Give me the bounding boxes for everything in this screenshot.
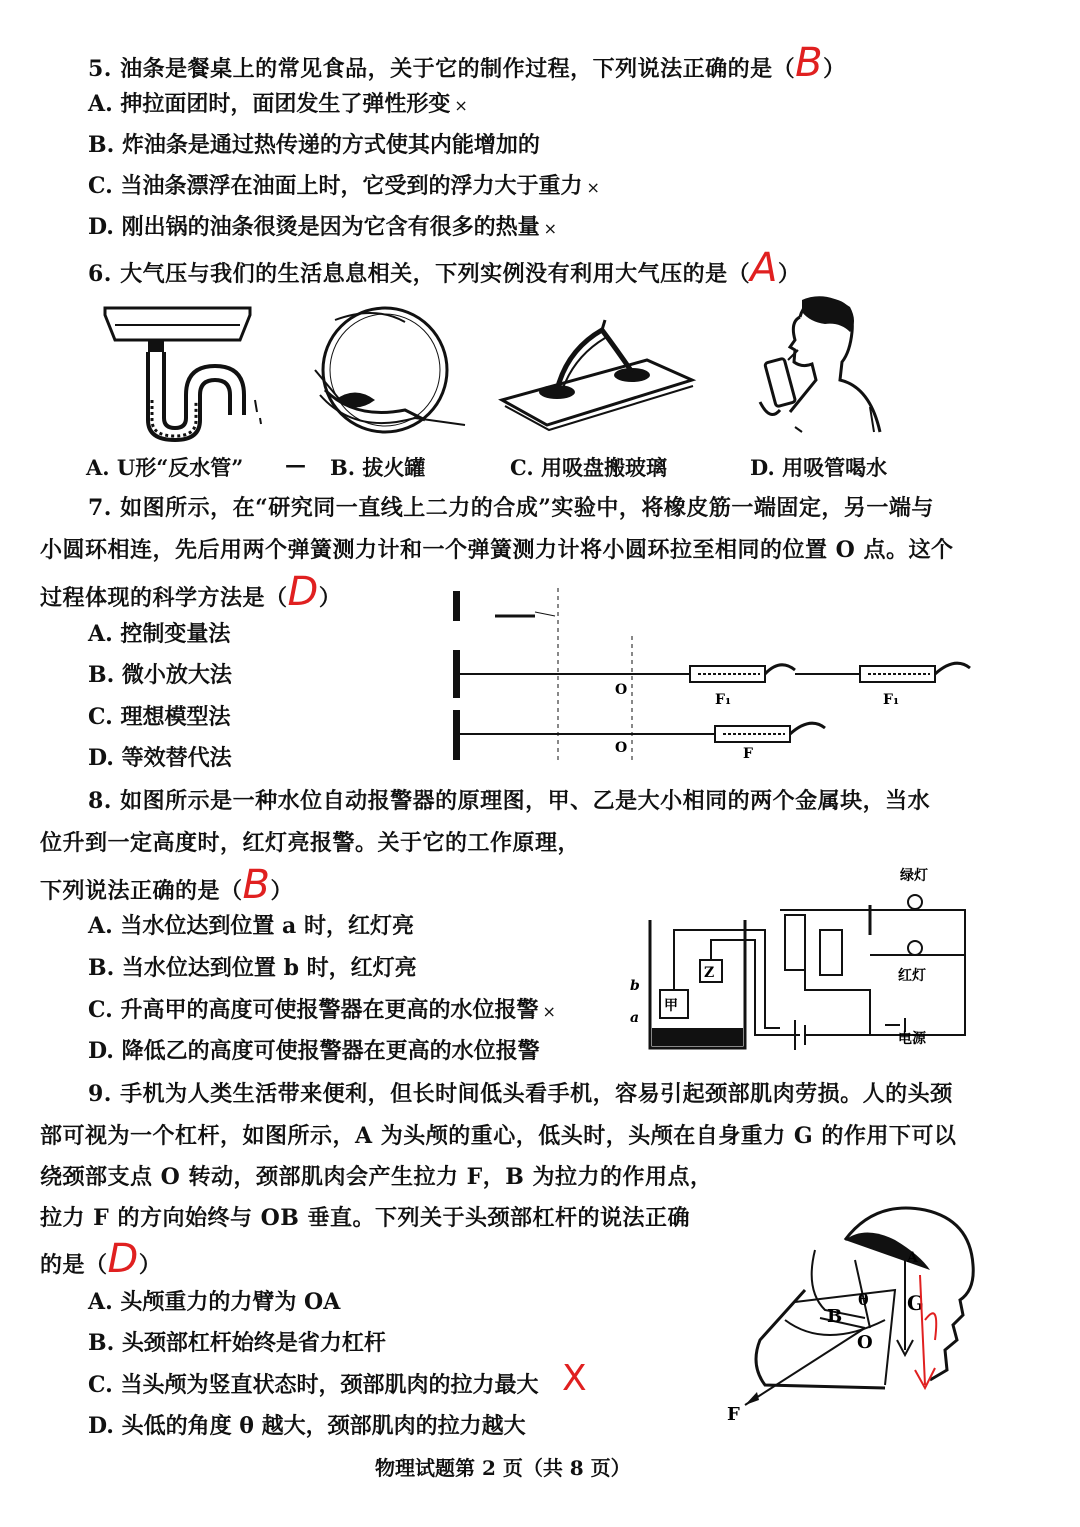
q5-stem [88,40,846,86]
q6-figure-u-pipe [100,300,270,460]
q5-close: ） [823,56,846,82]
q7-option-a: A. 控制变量法 [88,621,231,647]
q7-option-c: C. 理想模型法 [88,704,231,730]
q8-answer: B [242,862,271,908]
q9-stem-line2: 部可视为一个杠杆，如图所示，A 为头颅的重心，低头时，头颅在自身重力 G 的作用下可以 [40,1123,957,1149]
q6-caption-a: A. U形“反水管” [86,455,244,480]
q6-caption-dash: — [285,452,306,477]
q9-label-a: A [907,1250,918,1266]
q8-option-d: D. 降低乙的高度可使报警器在更高的水位报警 [88,1038,540,1064]
q7-option-b: B. 微小放大法 [88,662,232,688]
page-footer: 物理试题第 2 页（共 8 页） [375,1456,631,1480]
q8-label-red: 红灯 [898,968,926,984]
q9-label-g: G [907,1291,925,1315]
q8-stem-line3: 下列说法正确的是（B） [40,862,293,908]
q8-label-b: b [630,978,640,994]
q8-option-a: A. 当水位达到位置 a 时，红灯亮 [88,913,414,939]
q8-stem-line2: 位升到一定高度时，红灯亮报警。关于它的工作原理， [40,830,581,856]
q5-option-c: C. 当油条漂浮在油面上时，它受到的浮力大于重力 × [88,173,600,199]
q6-figure-drinking-straw [750,292,890,442]
q9-option-c: C. 当头颅为竖直状态时，颈部肌肉的拉力最大 [88,1372,539,1398]
q7-figure-force-composition [450,588,990,768]
q8-figure-water-alarm [630,860,970,1060]
q9-stem-line3: 绕颈部支点 O 转动，颈部肌肉会产生拉力 F，B 为拉力的作用点， [40,1164,713,1190]
q8-option-b: B. 当水位达到位置 b 时，红灯亮 [88,955,417,981]
q9-stem-line5: 的是（D） [40,1236,162,1282]
q8-label-yi: Z [704,965,715,981]
q6-figure-cupping [295,300,465,460]
q8-label-a: a [630,1010,640,1026]
q9-answer: D [107,1236,139,1282]
q7-stem-line3: 过程体现的科学方法是（D） [40,569,342,615]
q7-stem-line2: 小圆环相连，先后用两个弹簧测力计和一个弹簧测力计将小圆环拉至相同的位置 O 点。这个 [40,537,954,563]
q8-option-c: C. 升高甲的高度可使报警器在更高的水位报警 × [88,997,556,1023]
q9-label-f: F [727,1404,740,1425]
q6-stem: 6. 大气压与我们的生活息息相关，下列实例没有利用大气压的是（A） [88,245,801,291]
q7-answer: D [287,569,319,615]
q9-figure-head-lever [725,1200,985,1430]
q8-label-green: 绿灯 [900,868,928,884]
q8-label-jia: 甲 [664,998,678,1014]
q5-option-a: A. 抻拉面团时，面团发生了弹性形变 × [88,91,468,117]
q9-option-d: D. 头低的角度 θ 越大，颈部肌肉的拉力越大 [88,1413,526,1439]
q7-option-d: D. 等效替代法 [88,745,232,771]
q9-option-c-wrong-mark: X [562,1358,587,1399]
q9-option-a: A. 头颅重力的力臂为 OA [88,1289,341,1315]
q5-stem-text: 5. 油条是餐桌上的常见食品，关于它的制作过程，下列说法正确的是（ [88,56,796,82]
q9-label-theta: θ [858,1290,869,1309]
q9-label-o: O [857,1332,873,1353]
q8-label-power: 电源 [898,1031,926,1047]
q7-stem-line1: 7. 如图所示，在“研究同一直线上二力的合成”实验中，将橡皮筋一端固定，另一端与 [88,495,934,521]
q6-caption-d: D. 用吸管喝水 [750,455,888,480]
q6-answer: A [750,245,779,291]
q7-label-o1: O [615,682,628,698]
q6-caption-c: C. 用吸盘搬玻璃 [510,455,667,480]
q7-label-f: F [743,746,753,762]
q6-figure-suction-cups [497,320,697,440]
q9-stem-line1: 9. 手机为人类生活带来便利，但长时间低头看手机，容易引起颈部肌肉劳损。人的头颈 [88,1081,953,1107]
q7-label-f1a: F₁ [715,692,732,708]
q9-stem-line4: 拉力 F 的方向始终与 OB 垂直。下列关于头颈部杠杆的说法正确 [40,1205,691,1231]
q7-label-f1b: F₁ [883,692,900,708]
q5-option-b: B. 炸油条是通过热传递的方式使其内能增加的 [88,132,540,158]
q9-label-b: B [827,1306,843,1327]
q6-caption-b: B. 拔火罐 [330,455,426,480]
q9-option-b: B. 头颈部杠杆始终是省力杠杆 [88,1330,386,1356]
q8-stem-line1: 8. 如图所示是一种水位自动报警器的原理图，甲、乙是大小相同的两个金属块，当水 [88,788,931,814]
q7-label-o2: O [615,740,628,756]
q5-option-d: D. 刚出锅的油条很烫是因为它含有很多的热量 × [88,214,558,240]
q5-answer: B [795,40,824,86]
